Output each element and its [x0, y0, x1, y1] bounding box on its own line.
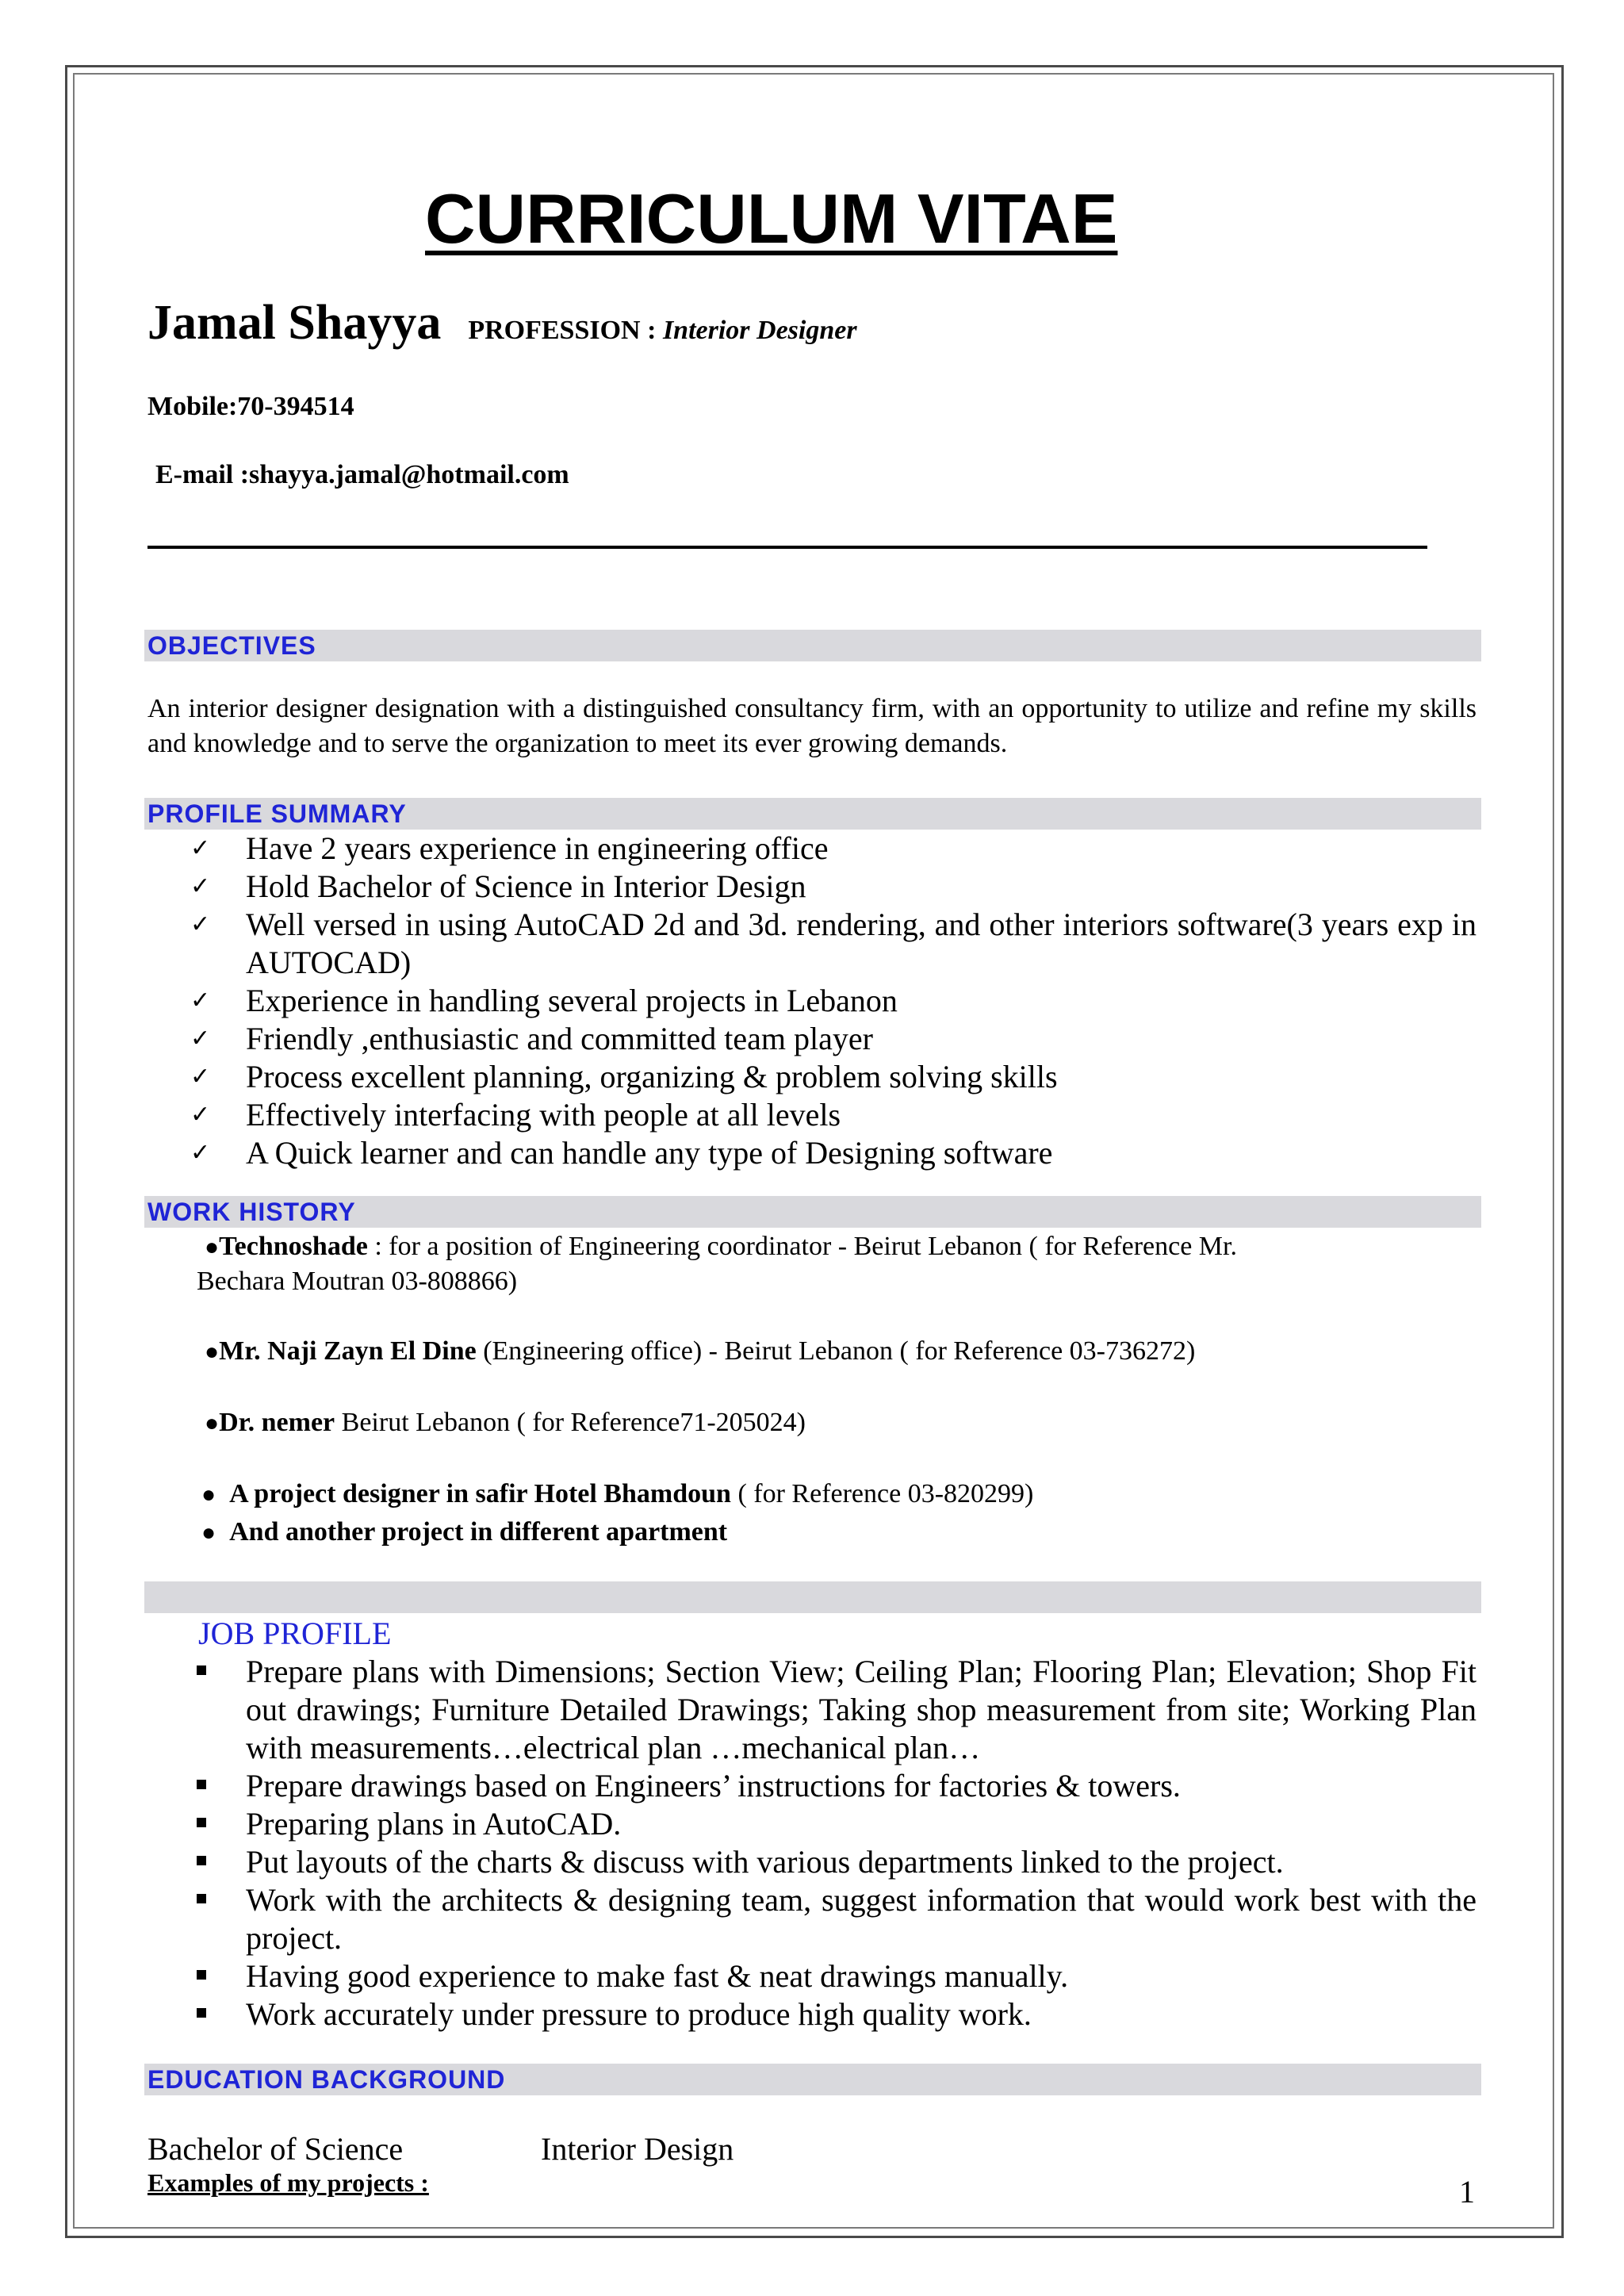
objectives-bar	[144, 630, 1481, 661]
list-item: Prepare drawings based on Engineers’ instructions for factories & towers.	[190, 1767, 1477, 1805]
work-entry	[205, 1229, 1237, 1265]
bullet-icon: ●	[201, 1520, 216, 1546]
objectives-heading: OBJECTIVES	[147, 631, 316, 660]
bullet-icon: ●	[205, 1234, 220, 1260]
job-profile-list	[190, 1653, 1477, 2033]
checkmark-icon: ✓	[190, 872, 211, 900]
list-item: ✓ Well versed in using AutoCAD 2d and 3d. rendering, and other interiors software(3 years exp in AUTOCAD)	[190, 907, 1477, 980]
work-entry	[201, 1515, 727, 1550]
checkmark-icon: ✓	[190, 1139, 211, 1167]
list-item: Preparing plans in AutoCAD.	[190, 1805, 1477, 1843]
checkmark-icon: ✓	[190, 1025, 211, 1052]
list-item: ✓ Effectively interfacing with people at all levels	[190, 1097, 841, 1133]
square-bullet-icon	[197, 2008, 206, 2018]
list-item: Work with the architects & designing team, suggest information that would work best with the project.	[190, 1881, 1477, 1957]
work-entry-title: Mr. Naji Zayn El Dine	[219, 1336, 477, 1366]
checkmark-icon: ✓	[190, 1101, 211, 1129]
job-profile-heading: JOB PROFILE	[198, 1616, 392, 1651]
bullet-icon: ●	[205, 1339, 220, 1365]
profile-summary-list	[190, 830, 1477, 1172]
candidate-name: Jamal Shayya	[147, 296, 442, 350]
list-item: ✓ Hold Bachelor of Science in Interior Design	[190, 868, 806, 904]
profession-value: Interior Designer	[662, 316, 857, 345]
square-bullet-icon	[197, 1894, 206, 1903]
square-bullet-icon	[197, 1818, 206, 1827]
work-entry	[205, 1405, 806, 1441]
email-line: E-mail :shayya.jamal@hotmail.com	[155, 460, 569, 489]
work-history-heading: WORK HISTORY	[147, 1198, 356, 1226]
square-bullet-icon	[197, 1856, 206, 1865]
job-profile-bar	[144, 1581, 1481, 1613]
work-entry	[205, 1334, 1195, 1370]
list-item: ✓ Process excellent planning, organizing & problem solving skills	[190, 1059, 1058, 1094]
square-bullet-icon	[197, 1970, 206, 1980]
page-number: 1	[1459, 2174, 1475, 2210]
list-item: Put layouts of the charts & discuss with various departments linked to the project.	[190, 1843, 1477, 1881]
work-entry-text: ( for Reference 03-820299)	[730, 1479, 1034, 1508]
name-row	[147, 295, 857, 351]
work-entry-title: Technoshade	[219, 1232, 368, 1261]
checkmark-icon: ✓	[190, 910, 211, 938]
bullet-icon: ●	[201, 1481, 216, 1508]
work-entry-text: (Engineering office) - Beirut Lebanon ( for Reference 03-736272)	[476, 1336, 1196, 1366]
profession-label: PROFESSION :	[468, 316, 663, 345]
square-bullet-icon	[197, 1665, 206, 1675]
list-item: Prepare plans with Dimensions; Section View; Ceiling Plan; Flooring Plan; Elevation; Shop Fit out drawings; Furniture Detailed Drawings; Taking shop measurement from site; Working Plan with measurements…electrical plan …mechanical plan…	[190, 1653, 1477, 1767]
list-item: ✓ Friendly ,enthusiastic and committed team player	[190, 1021, 873, 1056]
checkmark-icon: ✓	[190, 987, 211, 1014]
objectives-text: An interior designer designation with a distinguished consultancy firm, with an opportunity to utilize and refine my skills and knowledge and to serve the organization to meet its ever growing demands.	[147, 694, 1477, 758]
work-entry-title: A project designer in safir Hotel Bhamdoun	[229, 1479, 731, 1508]
education-field: Interior Design	[541, 2131, 734, 2167]
document-title: CURRICULUM VITAE	[425, 179, 1118, 258]
profile-summary-heading: PROFILE SUMMARY	[147, 799, 407, 828]
list-item: Having good experience to make fast & neat drawings manually.	[190, 1957, 1477, 1995]
bullet-icon: ●	[205, 1410, 220, 1436]
work-entry-title: And another project in different apartment	[229, 1517, 728, 1547]
square-bullet-icon	[197, 1780, 206, 1789]
work-entry-text: : for a position of Engineering coordinator - Beirut Lebanon ( for Reference Mr.	[367, 1232, 1237, 1261]
checkmark-icon: ✓	[190, 1063, 211, 1091]
education-heading: EDUCATION BACKGROUND	[147, 2065, 506, 2094]
examples-label: Examples of my projects :	[147, 2168, 429, 2197]
list-item: ✓ Experience in handling several projects in Lebanon	[190, 983, 898, 1018]
header-divider	[147, 546, 1427, 549]
work-entry	[201, 1477, 1033, 1512]
list-item: ✓ A Quick learner and can handle any type of Designing software	[190, 1135, 1053, 1171]
list-item: Work accurately under pressure to produce high quality work.	[190, 1995, 1477, 2033]
checkmark-icon: ✓	[190, 834, 211, 862]
list-item: ✓ Have 2 years experience in engineering office	[190, 830, 829, 866]
work-entry-title: Dr. nemer	[219, 1408, 335, 1437]
work-entry-text: Beirut Lebanon ( for Reference71-205024)	[335, 1408, 806, 1437]
mobile-line: Mobile:70-394514	[147, 392, 354, 421]
work-entry-continuation: Bechara Moutran 03-808866)	[197, 1267, 518, 1296]
education-degree: Bachelor of Science	[147, 2131, 404, 2167]
